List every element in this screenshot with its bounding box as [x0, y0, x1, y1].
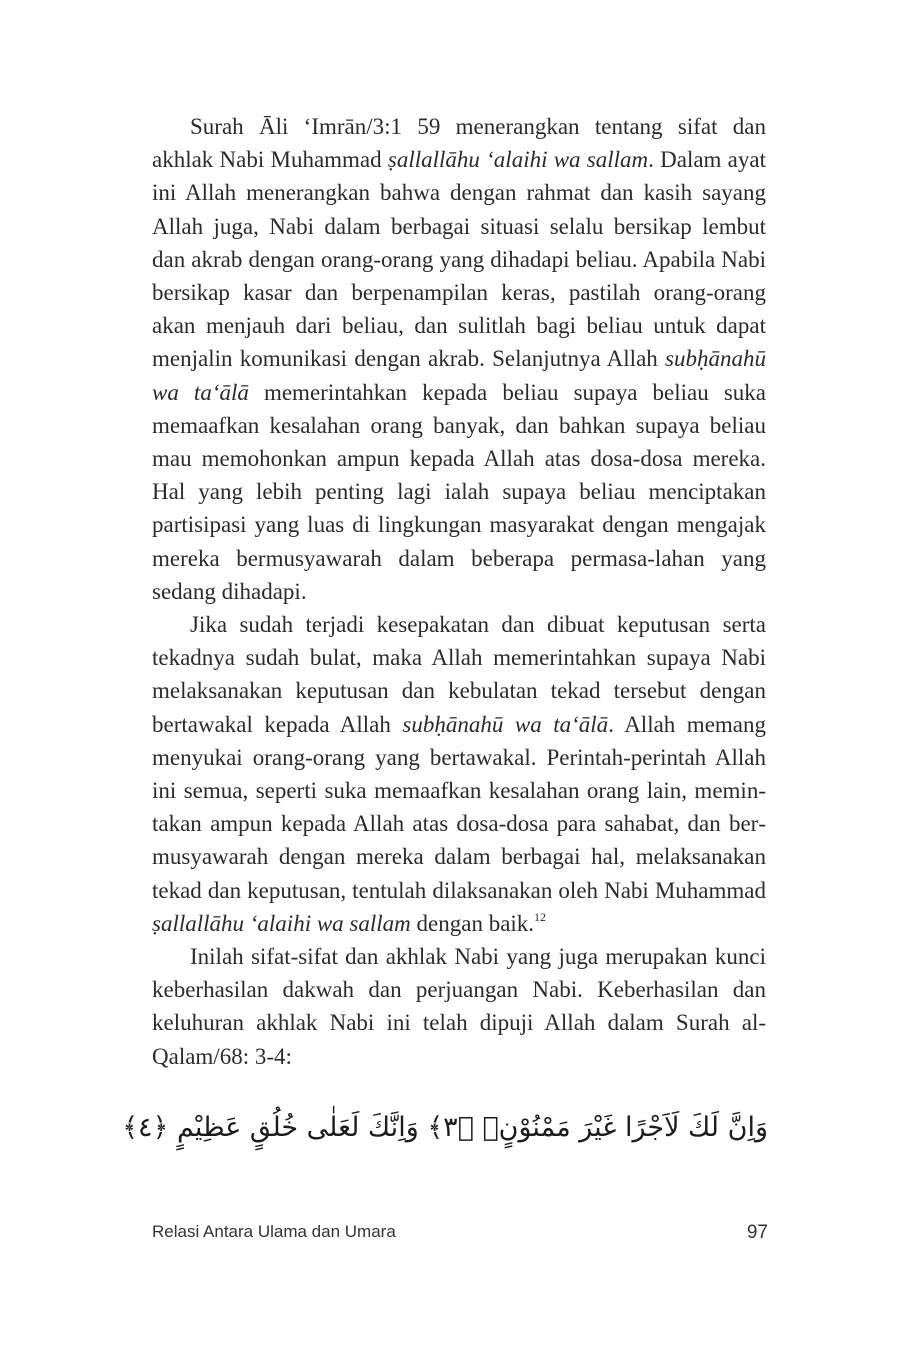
- arabic-verse: وَاِنَّ لَكَ لَاَجْرًا غَيْرَ مَمْنُوْنٍۚ ﴿٣﴾ وَاِنَّكَ لَعَلٰى خُلُقٍ عَظِيْمٍ ﴿٤﴾: [122, 1112, 768, 1143]
- p2-text-2: . Allah memang menyukai orang-orang yang bertawakal. Perintah-perintah Allah ini semua, seperti suka memaafkan kesalahan orang lain, memintakan ampun kepada Allah atas dosa-dosa para sahabat, dan bermusyawarah dengan mereka dalam berbagai hal, melaksanakan tekad dan keputusan, tentulah dilaksanakan oleh Nabi Muhammad: [152, 711, 767, 903]
- book-title: Relasi Antara Ulama dan Umara: [152, 1222, 396, 1241]
- p1-italic-1: ṣallallāhu ‘alaihi wa sallam: [387, 147, 649, 173]
- p1-italic-2: subḥānahū wa ta‘ālā: [152, 346, 766, 405]
- p3-text-1: Inilah sifat-sifat dan akhlak Nabi yang juga merupakan kunci keberhasilan dakwah dan perjuangan Nabi. Keberhasilan dan keluhuran akhlak Nabi ini telah dipuji Allah dalam Surah al-Qalam/68: 3-4:: [152, 944, 766, 1069]
- p2-text-1: Jika sudah terjadi kesepakatan dan dibuat keputusan serta tekadnya sudah bulat, maka Allah memerintahkan supaya Nabi melaksanakan keputusan dan kebulatan tekad tersebut dengan bertawakal kepada Allah: [152, 612, 766, 737]
- page-number: 97: [746, 1222, 768, 1243]
- p2-italic-1: subḥānahū wa ta‘ālā: [402, 711, 609, 737]
- p2-text-3: dengan baik.: [410, 910, 535, 936]
- p1-text-3: memerintahkan kepada beliau supaya beliau suka memaafkan kesalahan orang banyak, dan bahkan supaya beliau mau memohonkan ampun kepada Allah atas dosa-dosa mereka. Hal yang lebih penting lagi ialah supaya beliau menciptakan partisipasi yang luas di lingkungan masyarakat dengan mengajak mereka bermusyawarah dalam beberapa permasa-lahan yang sedang dihadapi.: [152, 379, 766, 604]
- footnote-marker: 12: [534, 909, 547, 924]
- page-body: [152, 110, 766, 1073]
- paragraph-3: [152, 940, 766, 1073]
- p1-text-1: Surah Āli ‘Imrān/3:1 59 menerangkan tentang sifat dan akhlak Nabi Muhammad: [152, 114, 766, 173]
- paragraph-2: [152, 608, 766, 940]
- paragraph-1: [152, 110, 766, 608]
- page-footer: [152, 1222, 768, 1248]
- p2-italic-2: ṣallallāhu ‘alaihi wa sallam: [152, 910, 411, 936]
- p1-text-2: . Dalam ayat ini Allah menerangkan bahwa dengan rahmat dan kasih sayang Allah juga, Nabi dalam berbagai situasi selalu bersikap lembut dan akrab dengan orang-orang yang dihadapi beliau. Apabila Nabi bersikap kasar dan berpenampilan keras, pastilah orang-orang akan menjauh dari beliau, dan sulitlah bagi beliau untuk dapat menjalin komunikasi dengan akrab. Selanjutnya Allah: [152, 147, 766, 372]
